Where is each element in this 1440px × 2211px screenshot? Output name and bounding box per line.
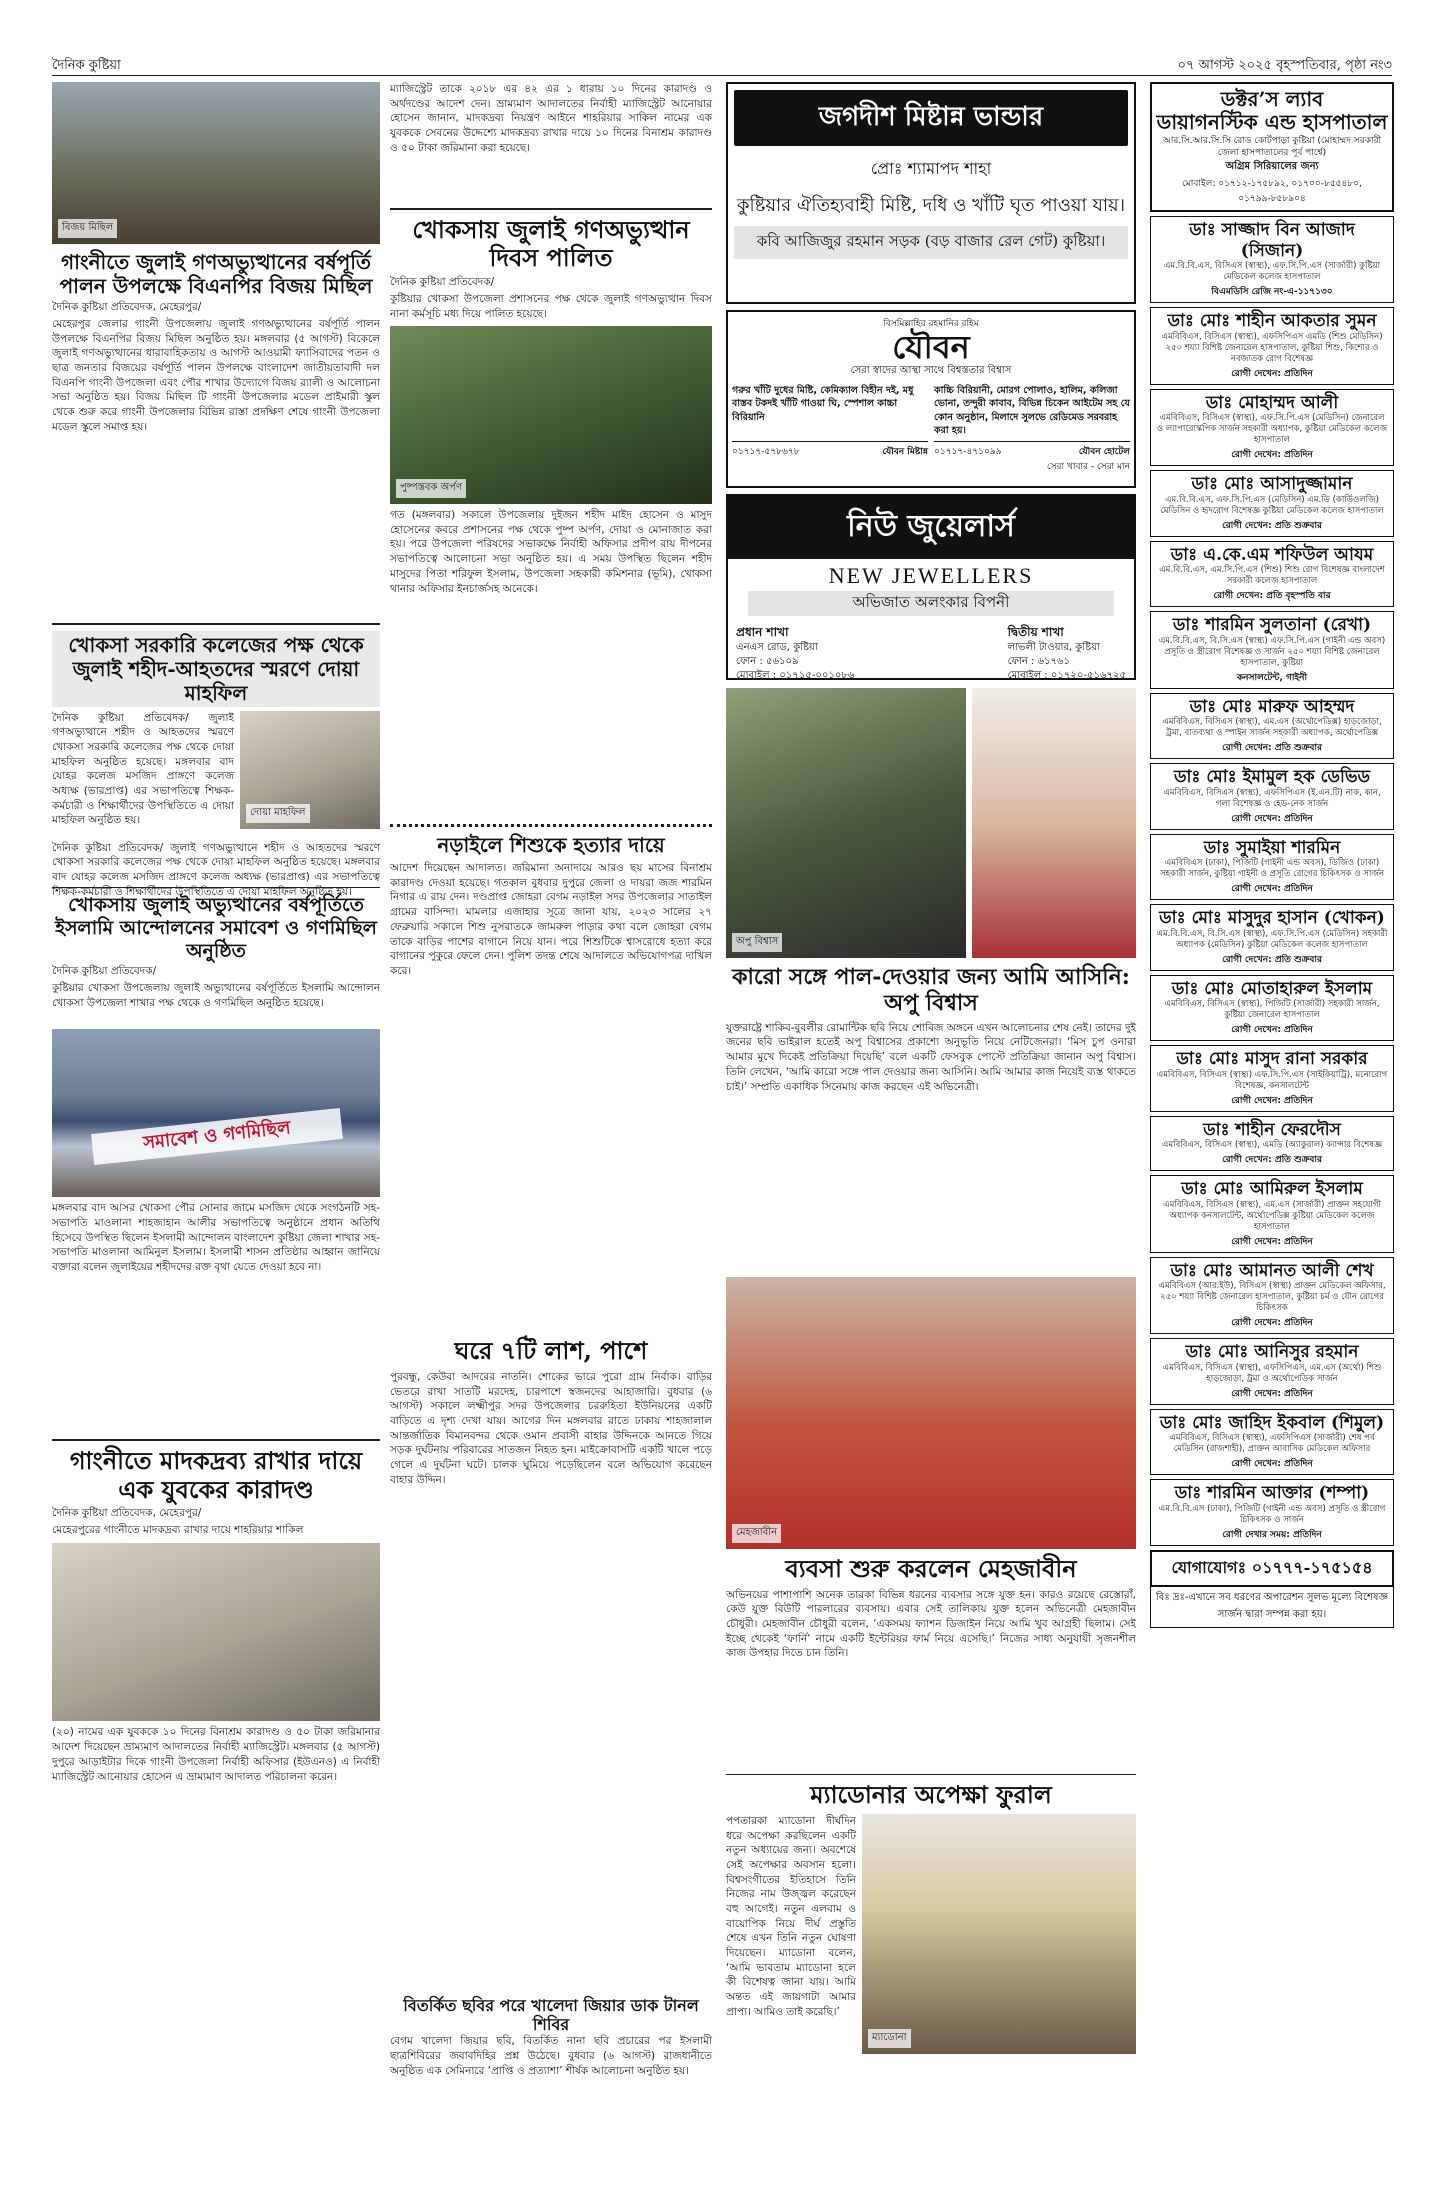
doctor-schedule: রোগী দেখেন: প্রতি বৃহস্পতি বার	[1213, 591, 1331, 602]
actress-photo	[972, 688, 1136, 958]
headline-khoksa-day: খোকসায় জুলাই গণঅভ্যুত্থান দিবস পালিত	[412, 214, 690, 273]
ad-tagline: সেরা স্বাদের আস্থা সাথে বিশ্বস্ততার বিশ্বাস	[850, 365, 1012, 376]
doctor-card	[1150, 1116, 1394, 1171]
branch1-mobile: মোবাইল : ০১৭১৫-০০১০৮৬	[736, 669, 855, 681]
ad-brand: যৌবন	[892, 328, 970, 366]
doctor-card	[1150, 1338, 1394, 1404]
doctor-schedule: বিএমডিসি রেজি নং-এ-১১৭১৩০	[1211, 287, 1333, 298]
doctor-name: ডাঃ সুমাইয়া শারমিন	[1203, 837, 1341, 858]
doctor-card	[1150, 470, 1394, 536]
doctor-schedule: রোগী দেখেন: প্রতিদিন	[1231, 368, 1313, 379]
branch2-address: লাভলী টাওয়ার, কুষ্টিয়া	[1007, 641, 1100, 653]
headline-seven-bodies: ঘরে ৭টি লাশ, পাশে	[454, 1336, 648, 1366]
ad-shop-right: যৌবন হোটেল	[1078, 447, 1130, 458]
article-lead: কুষ্টিয়ার খোকসা উপজেলা প্রশাসনের পক্ষ থেকে জুলাই গণঅভ্যুত্থান দিবস নানা কর্মসূচি মধ্য দিয়ে পালিত হয়েছে।	[390, 293, 712, 320]
doctor-schedule: রোগী দেখেন: প্রতিদিন	[1231, 1095, 1313, 1106]
headline-shibir: বিতর্কিত ছবির পরে খালেদা জিয়ার ডাক টানল শিবির	[403, 1995, 699, 2035]
doctor-degrees: এম.বি.বি.এস, এম.সি.পি.এস (শিশু) শিশু রোগ বিশেষজ্ঞ বাংলাদেশ সরকারী কলেজ হাসপাতাল	[1159, 565, 1385, 587]
footer-note: বিঃ দ্রঃ-এখানে সব ধরণের অপারেশন সুলভ মূল্যে বিশেষজ্ঞ সার্জন দ্বারা সম্পন্ন করা হয়।	[1150, 1587, 1394, 1628]
doctor-card	[1150, 834, 1394, 900]
doctor-schedule: রোগী দেখেন: প্রতিদিন	[1231, 1236, 1313, 1247]
doctor-card	[1150, 611, 1394, 689]
doctor-card	[1150, 904, 1394, 970]
branch2-phone: ফোন : ৬১৭৬১	[1007, 655, 1071, 667]
headline-islami-andolon: খোকসায় জুলাই অভ্যুত্থানের বর্ষপূর্তিতে ইসলামি আন্দোলনের সমাবেশ ও গণমিছিল অনুষ্ঠিত	[55, 894, 377, 962]
doctor-schedule: রোগী দেখার সময়: প্রতিদিন	[1222, 1529, 1322, 1540]
doctor-name: ডাঃ মোঃ আনিসুর রহমান	[1185, 1342, 1359, 1363]
ad-bismillah: বিসমিল্লাহির রহমানির রহিম	[883, 319, 979, 329]
hospital-address: আর.সি.আর.সি.সি রোড কোর্টপাড়া কুষ্টিয়া (মোহাম্মদ সরকারী জেলা হাসপাতালের পূর্ব পার্শ্বে)	[1162, 136, 1382, 158]
ad-owner: প্রোঃ শ্যামাপদ শাহা	[870, 159, 992, 178]
ad-title-bn: নিউ জুয়েলার্স	[728, 496, 1134, 559]
doctor-degrees: এম.বি.বি.এস, এফ.সি.পি.এস (মেডিসিন) এম.ডি (কার্ডিওলজি) মেডিসিন ও হৃদরোগ বিশেষজ্ঞ কুষ্টিয়া মেডিকেল কলেজ হাসপাতাল	[1160, 494, 1384, 516]
photo-caption: পুষ্পস্তবক অর্পণ	[396, 479, 466, 498]
article-body: অভিনয়ের পাশাপাশি অনেক তারকা বিভিন্ন ধরনের ব্যবসার সঙ্গে যুক্ত হন। কারও রয়েছে রেস্তোরাঁ, কেউ যুক্ত বিউটি পারলারের ব্যবসায়। এবার সেই তালিকায় যুক্ত হলেন অভিনেত্রী মেহজাবীন চৌধুরী। মেহজাবীন চৌধুরী বলেন, ‘একসময় ফ্যাশন ডিজাইন নিয়ে আমি খুব আগ্রহী ছিলাম। সেই ইচ্ছে থেকেই ‘ফার্নি’ নামে একটি ইন্টেরিয়র ফার্ম নিয়ে এসেছি।’ নিজের সাধ্য অনুযায়ী সৃজনশীল কাজ উপহার দিতে চান তিনি।	[726, 1588, 1136, 1660]
doctor-degrees: এমবিবিএস, বিসিএস (স্বাস্থ্য), এফসিপিএস এমডি (শিশু মেডিসিন) ২৫০ শয্যা বিশিষ্ট জেনারেল হাসপাতাল, কুষ্টিয়া শিশু, কিশোর ও নবজাতক রোগ বিশেষজ্ঞ	[1161, 331, 1383, 364]
doctor-degrees: এমবিবিএস, বিসিএস (স্বাস্থ্য), এফসিপিএস (সার্জারী) শেষ পর্ব মেডিসিন (রাজশাহী), প্রাক্তন আবাসিক মেডিকেল অফিসার	[1169, 1433, 1375, 1455]
ad-left-text: গরুর খাঁটি দুধের মিষ্টি, কেমিক্যাল বিহীন দই, মধু বাস্তব টকদই খাঁটি গাওয়া ঘি, স্পেশাল কাচ্চা বিরিয়ানি	[732, 385, 914, 423]
article-body: মঙ্গলবার বাদ আসর খোকসা পৌর সোনার জামে মসজিদ থেকে সংগঠনটি সহ-সভাপতি মাওলানা শাহজাহান আলীর সভাপতিত্বে অনুষ্ঠানে প্রধান অতিথি হিসেবে উপস্থিত ছিলেন ইসলামী আন্দোলন বাংলাদেশ কুষ্টিয়া জেলা শাখার সহ-সভাপতি মাওলানা আমিনুল ইসলাম। ইসলামী শাসন প্রতিষ্ঠার আহ্বান জানিয়ে বক্তারা বলেন জুলাইয়ের শহীদদের রক্ত বৃথা যেতে দেওয়া হবে না।	[52, 1202, 380, 1274]
headline-khoksa-college: খোকসা সরকারি কলেজের পক্ষ থেকে জুলাই শহীদ-আহতদের স্মরণে দোয়া মাহফিল	[52, 631, 380, 707]
article-body: পুরবন্ধু, কেউবা আদরের নাতনি। শোকের ভারে পুরো গ্রাম নির্বাক। বাড়ির ভেতরে রাখা সাতটি মরদেহ, চারপাশে স্বজনদের আহাজারি। বুধবার (৬ আগস্ট) সকালে লক্ষ্মীপুর সদর উপজেলার চররুহিতা ইউনিয়নের একটি বাড়িতে এ দৃশ্য দেখা যায়। আগের দিন মঙ্গলবার রাতে ঢাকায় শাহজালাল আন্তর্জাতিক বিমানবন্দর থেকে ওমান প্রবাসী বাহার উদ্দিনকে আনতে গিয়ে সড়ক দুর্ঘটনায় পরিবারের সাতজন নিহত হন। মাইক্রোবাসটি একটি খালে পড়ে গেলে এ দুর্ঘটনা ঘটে। চালক ঘুমিয়ে পড়েছিলেন বলে অভিযোগ করেছেন বাহার উদ্দিন।	[390, 1370, 712, 1486]
ad-new-jewellers	[726, 494, 1136, 680]
doctor-list	[1150, 216, 1394, 1545]
column-4	[1150, 82, 1394, 1628]
ad-youbon	[726, 310, 1136, 488]
ad-jagadish-sweets	[726, 82, 1136, 304]
doctor-schedule: রোগী দেখেন: প্রতিদিন	[1231, 884, 1313, 895]
doctor-name: ডাঃ মোঃ মাসুদুর হাসান (খোকন)	[1159, 908, 1385, 929]
doctor-degrees: এমবিবিএস, বিসিএস (স্বাস্থ্য), এম.এস (অর্থোপেডিক্স) হাড়জোড়া, ট্রমা, বাতব্যথা ও স্পাইন সার্জন সহকারী অধ্যাপক, অর্থোপেডিক্স	[1162, 717, 1382, 739]
doctor-degrees: এম.বি.বি.এস, বিসিএস (স্বাস্থ্য), এফ.সি.পি.এস (সার্জারী) কুষ্টিয়া মেডিকেল কলেজ হাসপাতাল	[1163, 261, 1381, 283]
doctor-name: ডাঃ মোঃ জাহিদ ইকবাল (শিমুল)	[1159, 1412, 1385, 1433]
doctor-card	[1150, 763, 1394, 829]
byline: দৈনিক কুষ্টিয়া প্রতিবেদক/	[52, 965, 157, 978]
doctor-schedule: রোগী দেখেন: প্রতি শুক্রবার	[1222, 954, 1322, 965]
doctor-name: ডাঃ শাহীন ফেরদৌস	[1203, 1119, 1341, 1140]
doctor-name: ডাঃ মোঃ আমানত আলী শেখ	[1170, 1260, 1374, 1281]
doctor-degrees: এমবিবিএস, বিসিএস (স্বাস্থ্য), এমডি (অ্যাকুরাল) ক্যান্সার বিশেষজ্ঞ	[1161, 1140, 1383, 1151]
ad-tagline: কুষ্টিয়ার ঐতিহ্যবাহী মিষ্টি, দধি ও খাঁটি ঘৃত পাওয়া যায়।	[736, 195, 1126, 216]
doctor-schedule: রোগী দেখেন: প্রতিদিন	[1231, 450, 1313, 461]
article-body: মেহেরপুর জেলার গাংনী উপজেলায় জুলাই গণঅভ্যুত্থানের বর্ষপূর্তি পালন উপলক্ষে বিএনপির বিজয় মিছিল অনুষ্ঠিত হয়। মঙ্গলবার (৫ আগস্ট) বিকেলে জুলাই গণঅভ্যুত্থানের ধারাবাহিকতায় ও আগস্ট আওয়ামী ফ্যাসিবাদের পতন ও ছাত্র জনতার বিজয়ের বর্ষপূর্তি পালন উপলক্ষে বাংলাদেশ জাতীয়তাবাদী দল বিএনপি গাংনী উপজেলা এবং পৌর শাখার উদ্যোগে বিজয় র‍্যালী ও আলোচনা সভা অনুষ্ঠিত হয়। বিজয় মিছিল টি গাংনী উপজেলার মডেল প্রাইমারী স্কুল থেকে শুরু করে গাংনী উপজেলার বিভিন্ন রাস্তা প্রদক্ষিণ শেষে গাংনী উপজেলা মডেল স্কুলে সমাপ্ত হয়।	[52, 318, 380, 433]
byline: দৈনিক কুষ্টিয়া প্রতিবেদক, মেহেরপুর/	[52, 1507, 202, 1520]
doctor-degrees: এমবিবিএস, বিসিএস (স্বাস্থ্য) এফ.সি.পি.এস (সাইকিয়াট্রি), মনোরোগ বিশেষজ্ঞ, কনসালটেন্ট	[1156, 1069, 1388, 1091]
doctor-name: ডাঃ মোহাম্মদ আলী	[1205, 392, 1339, 413]
doctor-degrees: এম.বি.বি.এস (ঢাকা), পিজিটি (গাইনী এন্ড অবস) প্রসূতি ও স্ত্রীরোগ চিকিৎসক ও সার্জন	[1158, 1503, 1386, 1525]
paper-name: দৈনিক কুষ্টিয়া	[52, 58, 121, 73]
ad-tagline: অভিজাত অলংকার বিপনী	[748, 591, 1114, 616]
headline-madonna: ম্যাডোনার অপেক্ষা ফুরাল	[810, 1780, 1052, 1810]
headline-gangni-rally: গাংনীতে জুলাই গণঅভ্যুত্থানের বর্ষপূর্তি পালন উপলক্ষে বিএনপির বিজয় মিছিল	[59, 250, 373, 298]
doctor-schedule: রোগী দেখেন: প্রতি শুক্রবার	[1222, 520, 1322, 531]
byline: দৈনিক কুষ্টিয়া প্রতিবেদক, মেহেরপুর/	[52, 301, 202, 313]
banner-text: সমাবেশ ও গণমিছিল	[91, 1108, 343, 1165]
doctor-schedule: রোগী দেখেন: প্রতি শুক্রবার	[1222, 743, 1322, 754]
branch2-label: দ্বিতীয় শাখা	[1007, 625, 1064, 639]
doctor-card	[1150, 389, 1394, 467]
doctor-card	[1150, 975, 1394, 1041]
doctor-card	[1150, 307, 1394, 385]
hospital-title-1: ডক্টর’স ল্যাব	[1220, 87, 1324, 111]
doctor-card	[1150, 1257, 1394, 1335]
mehzabien-photo	[726, 1277, 1136, 1549]
page-header	[52, 54, 1392, 76]
doctor-degrees: এম.বি.বি.এস, বি.সি.এস (স্বাস্থ্য) এফ.সি.পি.এস (গাইনী এন্ড অবস) প্রসূতি ও স্ত্রীরোগ বিশেষজ্ঞ ও সার্জন ২৫০ শয্যা বিশিষ্ট জেনারেল হাসপাতাল, কুষ্টিয়া	[1158, 635, 1386, 668]
doctor-degrees: এমবিবিএস (ঢাকা), পিজিটি (গাইনী এন্ড অবস), ডিজিও (ঢাকা) সহকারী সার্জন, কুষ্টিয়া গাইনী ও প্রসূতি রোগের চিকিৎসক ও সার্জন	[1159, 858, 1385, 880]
hospital-booking-label: অগ্রিম সিরিয়ালের জন্য	[1225, 161, 1319, 173]
hospital-phones: মোবাইল: ০১৭১২-১৭৫৮৯২, ০১৭০০-৮৫৫৪৮০, ০১৭৯৯-৮৫৮৯০৪	[1182, 179, 1362, 205]
doctor-card	[1150, 1045, 1394, 1111]
headline-gangni-drug: গাংনীতে মাদকদ্রব্য রাখার দায়ে এক যুবকের কারাদণ্ড	[69, 1445, 363, 1504]
ad-doctors-lab	[1150, 82, 1394, 212]
article-lead: মেহেরপুরের গাংনীতে মাদকদ্রব্য রাখার দায়ে শাহরিয়ার শাকিল	[52, 1524, 304, 1537]
doctor-card	[1150, 541, 1394, 607]
column-2	[390, 82, 712, 2094]
ad-phone-left: ০১৭১৭-৫৭৮৬৭৮	[732, 447, 800, 458]
ad-address: কবি আজিজুর রহমান সড়ক (বড় বাজার রেল গেট) কুষ্টিয়া।	[734, 226, 1128, 259]
doctor-name: ডাঃ শারমিন সুলতানা (রেখা)	[1172, 615, 1372, 636]
article-body-continued: দৈনিক কুষ্টিয়া প্রতিবেদক/ জুলাই গণঅভ্যুত্থানে শহীদ ও আহতদের স্মরণে খোকসা সরকারি কলেজের পক্ষ থেকে দোয়া মাহফিল অনুষ্ঠিত হয়েছে। মঙ্গলবার বাদ যোহর কলেজ মসজিদ প্রাঙ্গণে কলেজ অধ্যক্ষ (ভারপ্রাপ্ত) এর সভাপতিত্বে শিক্ষক-কর্মচারী ও শিক্ষার্থীদের উপস্থিতিতে এ দোয়া মাহফিল অনুষ্ঠিত হয়।	[52, 841, 380, 898]
ad-shop-left: যৌবন মিষ্টান্ন	[882, 447, 928, 458]
headline-narail: নড়াইলে শিশুকে হত্যার দায়ে	[437, 833, 665, 858]
rally-photo	[52, 82, 380, 244]
doctor-name: ডাঃ মোঃ শাহীন আকতার সুমন	[1167, 311, 1377, 332]
doctor-name: ডাঃ এ.কে.এম শফিউল আযম	[1170, 544, 1374, 565]
doctor-degrees: এমবিবিএস, বিসিএস (স্বাস্থ্য), এফসিপিএস (ই.এন.টি) নাক, কান, গলা বিশেষজ্ঞ ও হেড-নেক সার্জন	[1163, 787, 1381, 809]
doctor-degrees: এমবিবিএস, বিসিএস (স্বাস্থ্য), এম.এস (সার্জারী) প্রাক্তন সহযোগী অধ্যাপক কনসালটেন্ট, অর্থোপেডিক্স কুষ্টিয়া মেডিকেল কলেজ হাসপাতাল	[1163, 1199, 1381, 1232]
doctor-name: ডাঃ মোঃ আসাদুজ্জামান	[1191, 474, 1353, 495]
doctor-card	[1150, 1479, 1394, 1545]
ad-right-text: কাচ্চি বিরিয়ানী, মোরগ পোলাও, হালিম, কলিজা ভোনা, তন্দুরী কাবাব, বিভিন্ন চিকেন আইটেম সহ যে কোন অনুষ্ঠান, মিলাদে সুলভে রেডিমেড সরবরাহ করা হয়।	[934, 385, 1130, 436]
doctor-name: ডাঃ মোঃ মাসুদ রানা সরকার	[1176, 1049, 1368, 1070]
article-body: যুক্তরাষ্ট্রে শাকিব-বুবলীর রোমান্টিক ছবি নিয়ে শোবিজ অঙ্গনে এখন আলোচনার শেষ নেই। তাদের দুই জনের ছবি ভাইরাল হতেই অপু বিশ্বাসের প্রকাশ্যে অনুভূতি নিয়ে নেটিজেনরা। ‘মিস চুপ ওনারা আমার মুখে দিকেই প্রতিক্রিয়া দিয়েছি’ বলে একটি ফেসবুক পোস্টে প্রতিক্রিয়া জানান অপু বিশ্বাস। তিনি লেখেন, ‘আমি কারো সঙ্গে পাল দেওয়ার জন্য আসিনি। আমি আমার কাজ নিয়েই ব্যস্ত থাকতে চাই।’ সম্প্রতি একাধিক সিনেমায় কাজ করছেন এই অভিনেত্রী।	[726, 1021, 1136, 1093]
headline-mehzabien: ব্যবসা শুরু করলেন মেহজাবীন	[785, 1553, 1077, 1583]
ad-slogan: সেরা খাবার - সেরা মান	[1046, 462, 1130, 473]
photo-caption: দোয়া মাহফিল	[246, 804, 310, 823]
doctor-card	[1150, 1409, 1394, 1475]
doctor-card	[1150, 216, 1394, 303]
doa-photo	[240, 711, 380, 829]
doctor-degrees: এমবিবিএস, বিসিএস (স্বাস্থ্য), এফসিপিএস, এম.এস (অর্থো) শিশু হাড়জোড়া, ট্রমা ও অর্থোপেডিক সার্জন	[1162, 1362, 1382, 1384]
madonna-photo	[862, 1814, 1136, 2054]
couple-photo	[726, 688, 966, 958]
doctor-schedule: কনসালটেন্ট, গাইনী	[1236, 672, 1308, 683]
ad-title: জগদীশ মিষ্টান্ন ভান্ডার	[734, 90, 1128, 146]
article-body: গত (মঙ্গলবার) সকালে উপজেলায় দুইজন শহীদ মাইদ হোসেন ও মাসুদ হোসেনের কবরে প্রশাসনের পক্ষ থেকে পুষ্প অর্পণ, দোয়া ও মোনাজাত করা হয়। পরে উপজেলা পরিষদের সভাকক্ষে নির্বাহী অফিসার প্রদীপ রায় দীপনের সভাপতিত্বে আলোচনা সভা অনুষ্ঠিত হয়। এ সময় উপস্থিত ছিলেন শহীদ মাসুদের পিতা শরিফুল ইসলাম, উপজেলা সহকারী কমিশনার (ভূমি), খোকসা থানার অফিসার ইনচার্জসহ অনেকে।	[390, 509, 712, 595]
branch1-phone: ফোন : ৫৬১০৯	[736, 655, 799, 667]
column-3	[726, 82, 1136, 2054]
doctor-degrees: এমবিবিএস, বিসিএস (স্বাস্থ্য), এফ.সি.পি.এস (মেডিসিন) জেনারেল ও ল্যাপারোস্কপিক সার্জন সহকারী অধ্যাপক, কুষ্টিয়া মেডিকেল কলেজ হাসপাতাল	[1156, 413, 1388, 446]
article-body: আদেশ দিয়েছেন আদালত। জরিমানা অনাদায়ে আরও ছয় মাসের বিনাশ্রম কারাদণ্ড দেওয়া হয়েছে। গতকাল বুধবার দুপুরে জেলা ও দায়রা জজ শারমিন নিগার এ রায় দেন। দণ্ডপ্রাপ্ত জোহরা বেগম নড়াইল সদর উপজেলার সাতাইল গ্রামের বাসিন্দা। মামলার এজাহার সূত্রে জানা যায়, ২০২৩ সালের ২৭ ফেব্রুয়ারি সকালে শিশু নুসরাতকে জামরুল পাড়ার কথা বলে জোহরা বেগম তাকে বাড়ির পাশের বাগানে নিয়ে যান। পরে শিশুটিকে শ্বাসরোধে হত্যা করে বাগানের পুকুরে ফেলে দেন। পুলিশ তদন্ত শেষে আদালতে অভিযোগপত্র দাখিল করে।	[390, 862, 712, 977]
doctor-card	[1150, 1175, 1394, 1253]
article-body: বেগম খালেদা জিয়ার ছবি, বিতর্কিত নানা ছবি প্রচারের পর ইসলামী ছাত্রশিবিরের জবাবদিহির প্রশ্ন উঠেছে। বুধবার (৬ আগস্ট) রাজধানীতে অনুষ্ঠিত এক সেমিনারে ‘প্রাপ্তি ও প্রত্যাশা’ শীর্ষক আলোচনা অনুষ্ঠিত হয়।	[390, 2035, 712, 2077]
samabesh-photo	[52, 1029, 380, 1197]
doctor-name: ডাঃ মোঃ ইমামুল হক ডেভিড	[1173, 767, 1371, 788]
branch1-address: এনএস রোড, কুষ্টিয়া	[736, 641, 818, 653]
doctor-name: ডাঃ মোঃ মারুফ আহম্মদ	[1189, 696, 1355, 717]
contact-bar: যোগাযোগঃ ০১৭৭৭-১৭৫১৫৪	[1150, 1550, 1394, 1587]
article-body: দৈনিক কুষ্টিয়া প্রতিবেদক/ জুলাই গণঅভ্যুত্থানে শহীদ ও আহতদের স্মরণে খোকসা সরকারি কলেজের পক্ষ থেকে দোয়া মাহফিল অনুষ্ঠিত হয়েছে। মঙ্গলবার বাদ যোহর কলেজ মসজিদ প্রাঙ্গণে কলেজ অধ্যক্ষ (ভারপ্রাপ্ত) এর সভাপতিত্বে শিক্ষক-কর্মচারী ও শিক্ষার্থীদের উপস্থিতিতে এ দোয়া মাহফিল অনুষ্ঠিত হয়।	[52, 711, 234, 827]
doctor-schedule: রোগী দেখেন: প্রতিদিন	[1231, 1459, 1313, 1470]
ad-phone-right: ০১৭১৭-৪৭১০৯৯	[934, 447, 1002, 458]
doctor-name: ডাঃ মোঃ আমিরুল ইসলাম	[1181, 1179, 1363, 1200]
column-1	[52, 82, 380, 1875]
photo-caption: ম্যাডোনা	[868, 2029, 911, 2048]
article-body: (২০) নামের এক যুবককে ১০ দিনের বিনাশ্রম কারাদণ্ড ও ৫০ টাকা জরিমানার আদেশ দিয়েছেন ভ্রাম্যমাণ আদালতের নির্বাহী ম্যাজিস্ট্রেট। মঙ্গলবার (৫ আগস্ট) দুপুরে আড়াইটার দিকে গাংনী উপজেলা নির্বাহী অফিসার (ইউএনও) এ নির্বাহী ম্যাজিস্ট্রেট আনোয়ার হোসেন এ ভ্রাম্যমাণ আদালত পরিচালনা করেন।	[52, 1726, 380, 1783]
doctor-name: ডাঃ শারমিন আক্তার (শম্পা)	[1174, 1483, 1370, 1504]
doctor-schedule: রোগী দেখেন: প্রতিদিন	[1231, 1025, 1313, 1036]
photo-caption: অপু বিশ্বাস	[732, 933, 782, 952]
hospital-title-2: ডায়াগনস্টিক এন্ড হাসপাতাল	[1156, 110, 1388, 134]
doctor-schedule: রোগী দেখেন: প্রতিদিন	[1231, 1318, 1313, 1329]
headline-apu-biswas: কারো সঙ্গে পাল-দেওয়ার জন্য আমি আসিনি: অপু বিশ্বাস	[732, 964, 1130, 1017]
doctor-schedule: রোগী দেখেন: প্রতি শুক্রবার	[1222, 1155, 1322, 1166]
date-page: ০৭ আগস্ট ২০২৫ বৃহস্পতিবার, পৃষ্ঠা নং৩	[1177, 58, 1392, 73]
byline: দৈনিক কুষ্টিয়া প্রতিবেদক/	[390, 276, 495, 289]
doctor-name: ডাঃ মোঃ মোতাহারুল ইসলাম	[1171, 978, 1373, 999]
article-continued: ম্যাজিস্ট্রেট তাকে ২০১৮ এর ৪২ এর ১ ধারায় ১০ দিনের কারাদণ্ড ও অর্থদণ্ডের আদেশ দেন। ভ্রাম্যমাণ আদালতের নির্বাহী ম্যাজিস্ট্রেট আনোয়ার হোসেন জানান, মাদকদ্রব্য নিয়ন্ত্রণ আইনে শাহরিয়ার সাকিল নামের এক যুবককে সেবনের উদ্দেশ্যে মাদকদ্রব্য রাখার দায়ে ১০ দিনের বিনাশ্রম কারাদণ্ড ও ৫০ টাকা জরিমানা করা হয়েছে।	[390, 83, 712, 154]
doctor-degrees: এমবিবিএস, বিসিএস (স্বাস্থ্য), পিজিটি (সার্জারী) সহকারী সার্জন, কুষ্টিয়া জেনারেল হাসপাতাল	[1164, 999, 1380, 1021]
wreath-photo	[390, 326, 712, 504]
doctor-name: ডাঃ সাজ্জাদ বিন আজাদ (সিজান)	[1189, 220, 1355, 261]
photo-caption: মেহজাবীন	[732, 1524, 781, 1543]
photo-caption: বিজয় মিছিল	[58, 219, 117, 238]
doctor-schedule: রোগী দেখেন: প্রতিদিন	[1231, 813, 1313, 824]
branch2-mobile: মোবাইল : ০১৭২০-৫১৬৭২৫	[1007, 669, 1126, 681]
article-body: পপতারকা ম্যাডোনা দীর্ঘদিন ধরে অপেক্ষা করছিলেন একটি নতুন অধ্যায়ের জন্য। অবশেষে সেই অপেক্ষার অবসান হলো। বিশ্বসংগীতের ইতিহাসে তিনি নিজের নাম উজ্জ্বল করেছেন বহু আগেই। নতুন এলবাম ও বায়োপিক নিয়ে দীর্ঘ প্রস্তুতি শেষে এখন তিনি নতুন ঘোষণা দিয়েছেন। ম্যাডোনা বলেন, ‘আমি ভাবতাম ম্যাডোনা হলে কী বিশেষত্ব জানা যায়। আমি অন্তত এই জায়গাটা আমার প্রাপ্য। আমিও তাই করেছি।’	[726, 1814, 856, 2018]
doctor-schedule: রোগী দেখেন: প্রতিদিন	[1231, 1388, 1313, 1399]
article-lead: কুষ্টিয়ার খোকসা উপজেলায় জুলাই অভ্যুত্থানের বর্ষপূর্তিতে ইসলামি আন্দোলন খোকসা উপজেলা শাখার পক্ষ থেকে ও গণমিছিল অনুষ্ঠিত হয়েছে।	[52, 982, 380, 1010]
ad-title-en: NEW JEWELLERS	[828, 563, 1034, 588]
doctor-degrees: এম.বি.বি.এস, বি.সি.এস (স্বাস্থ্য), এফ.সি.পি.এস (মেডিসিন) সহকারী অধ্যাপক (মেডিসিন) কুষ্টিয়া মেডিকেল কলেজ হাসপাতাল	[1156, 928, 1388, 950]
branch1-label: প্রধান শাখা	[736, 625, 789, 639]
doctor-card	[1150, 693, 1394, 759]
mobile-court-photo	[52, 1543, 380, 1721]
doctor-degrees: এমবিবিএস (আর.ইউ), বিসিএস (স্বাস্থ্য) প্রাক্তন মেডিকেল অফিসার, ২৫০ শয্যা বিশিষ্ট জেনারেল হাসপাতাল, কুষ্টিয়া চর্ম ও যৌন রোগের চিকিৎসক	[1158, 1281, 1386, 1314]
